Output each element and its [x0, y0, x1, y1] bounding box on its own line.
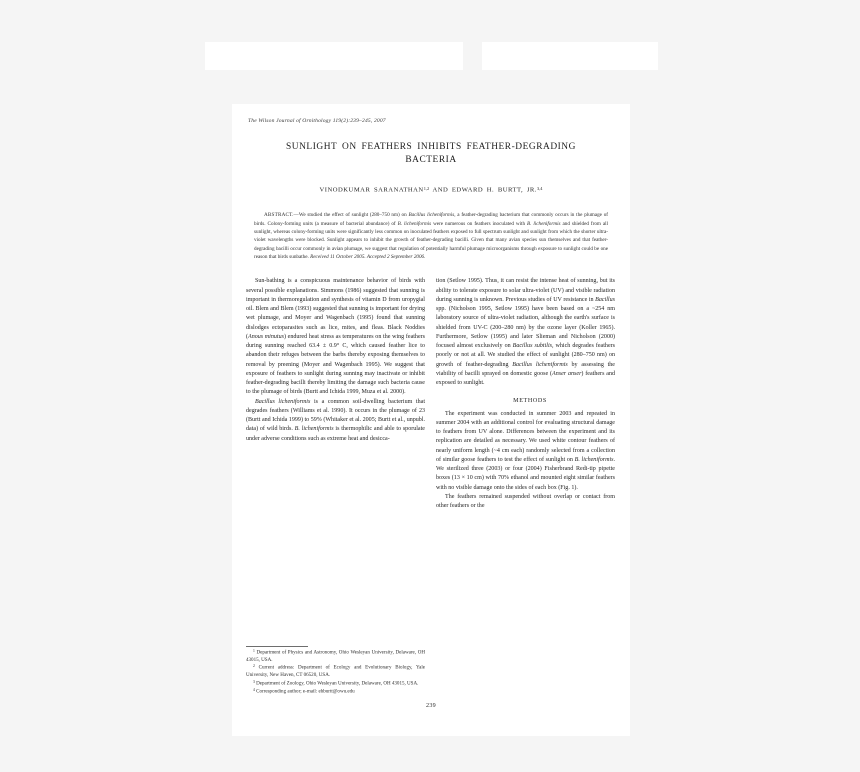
right-p2-text-a: The experiment was conducted in summer 2003 and repeated in summer 2004 with an additional control for evaluating structural damage to feathers from UV alone. Differences between the experiment and its replication are detailed as necessary. We used white contour feathers of nearly uniform length (~4 cm each) randomly selected from a collection of similar goose feathers to test the effect of sunlight on: [436, 410, 615, 463]
abstract-text-4: and shielded from all sunlight, whereas colony-forming units were significantly less common on inoculated feathers exposed to full spectrum sunlight and sunlight from which the shorter ultra-violet wavelengths were blocked. Sunlight appears to inhibit the growth of feather-degrading bacilli. Given that many avian species sun themselves and that feather-degrading bacilli occur commonly in avian plumage, we suggest that regulation of potentially harmful plumage microorganisms through exposure to sunlight could be one reason that birds sunbathe.: [254, 220, 609, 261]
page-title: SUNLIGHT ON FEATHERS INHIBITS FEATHER-DEGRADING BACTERIA: [286, 141, 576, 166]
section-heading-methods: METHODS: [513, 398, 547, 405]
right-p2-species-1: B. licheniformis: [574, 456, 614, 463]
author-first-affiliation-marker: 1,2: [423, 185, 430, 191]
right-p1-species-2: Bacillus subtilis: [512, 343, 552, 350]
right-p1-species-3: Bacillus licheniformis: [512, 361, 568, 368]
right-p2-text-b: . We sterilized three (2003) or four (2004) Fisherbrand Redi-tip pipette boxes (13 × 10 cm) with 70% ethanol and mounted eight similar feathers with no visible damage onto the sides of each box (Fig. 1).: [436, 456, 615, 491]
right-p1-genus-1: Bacillus: [595, 296, 615, 303]
left-paragraph-2: [246, 398, 425, 444]
abstract-species-3: B. licheniformis: [527, 220, 561, 227]
abstract-text-2: , a feather-degrading bacterium that commonly occurs in the plumage of birds. Colony-forming units (a measure of bacterial abundance) of: [254, 212, 609, 227]
left-p2-species-2: B. licheniformis: [294, 426, 334, 433]
column-left: [246, 277, 425, 695]
footnote-separator-rule: [246, 646, 308, 647]
page-number: 239: [425, 703, 437, 710]
right-paragraph-1: [436, 277, 615, 388]
footnote-item-2: [246, 664, 425, 679]
footnotes: [246, 646, 425, 696]
abstract-species-1: Bacillus licheniformis: [408, 212, 455, 219]
left-p1-text-a: Sun-bathing is a conspicuous maintenance behavior of birds with several possible explanations. Simmons (1986) suggested that sunning is important in thermoregulation and synthesis of vitamin D from uropygial oil. Blem and Blem (1993) suggested that sunning is important for drying wet plumage, and Moyer and Wagenbach (1995) found that sunning dislodges ectoparasites such as lice, mites, and fleas. Black Noddies (: [246, 278, 425, 340]
body-columns: [246, 277, 616, 695]
top-banner-row: [0, 42, 860, 70]
running-head: The Wilson Journal of Ornithology 119(2):239–245, 2007: [248, 118, 386, 124]
footnote-1-marker: 1: [253, 649, 255, 654]
left-p2-text-a: is a common soil-dwelling bacterium that degrades feathers (Williams et al. 1990). It occurs in the plumage of 23 (Burtt and Ichida 1999) to 59% (Whitaker et al. 2005; Burtt et al., unpubl. data) of wild birds.: [246, 398, 425, 433]
footnote-4-text: Corresponding author; e-mail: ehburtt@owu.edu: [254, 687, 355, 694]
abstract-text-1: We studied the effect of sunlight (280–750 nm) on: [298, 212, 409, 219]
author-first: VINODKUMAR SARANATHAN: [319, 186, 424, 194]
left-p2-text-b: is thermophilic and able to sporulate under adverse conditions such as extreme heat and desicca-: [246, 426, 425, 442]
abstract-text-3: were numerous on feathers inoculated with: [431, 220, 527, 227]
banner-placeholder-right: [482, 42, 658, 70]
left-p2-species-1: Bacillus licheniformis: [255, 398, 311, 405]
left-p1-text-b: ) endured heat stress as temperatures on the wing feathers during sunning reached 63.4 ± 0.9° C, which caused feather lice to abandon their refuges between the barbs thereby exposing themselves to removal by preening (Moyer and Wagenbach 1995). We suggest that exposure of feathers to sunlight during sunning may inactivate or inhibit feather-degrading bacilli thereby limiting the damage such bacteria cause to the plumage of birds (Burtt and Ichida 1999, Muza et al. 2000).: [246, 333, 426, 396]
footnote-2-text: Current address: Department of Ecology and Evolutionary Biology, Yale University, New Haven, CT 06520, USA.: [246, 664, 425, 679]
right-p1-text-e: ) feathers and exposed to sunlight.: [436, 370, 615, 387]
abstract-lead: ABSTRACT.—: [264, 212, 299, 219]
footnote-item-1: [246, 649, 425, 664]
document-page: [232, 104, 630, 736]
right-paragraph-2: [436, 410, 615, 493]
banner-placeholder-left: [205, 42, 463, 70]
footnote-3-text: Department of Zoology, Ohio Wesleyan University, Delaware, OH 43015, USA.: [254, 680, 419, 687]
footnote-1-text: Department of Physics and Astronomy, Ohio Wesleyan University, Delaware, OH 43015, USA.: [246, 649, 425, 663]
right-p1-text-b: spp. (Nicholson 1995, Setlow 1995) have been based on a ~254 nm laboratory source of ultra-violet radiation, although the earth's surface is shielded from UV-C (200–280 nm) by the ozone layer (Koller 1965). Furthermore, Setlow (1995) and later Slieman and Nicholson (2000) focused almost exclusively on: [436, 306, 615, 350]
right-p1-species-4: Anser anser: [552, 370, 582, 377]
abstract-species-2: B. licheniformis: [397, 220, 432, 227]
footnote-4-marker: 4: [253, 687, 255, 692]
author-conjunction: AND EDWARD H. BURTT, JR.: [429, 186, 537, 194]
right-p1-text-c: , which degrades feathers poorly or not at all. We studied the effect of sunlight (280–750 nm) on growth of feather-degrading: [436, 343, 615, 368]
right-paragraph-3: The feathers remained suspended without overlap or contact from other feathers or the: [436, 493, 615, 510]
footnote-item-4: [246, 688, 425, 696]
left-p1-species: Anous minutus: [248, 333, 284, 340]
abstract-received-dates: Received 11 October 2005. Accepted 2 September 2006.: [310, 254, 426, 261]
right-p1-text-d: by assessing the viability of bacilli sprayed on domestic goose (: [436, 361, 615, 377]
abstract: [254, 211, 608, 261]
footnote-3-marker: 3: [253, 679, 255, 684]
author-line: [256, 186, 606, 193]
footnote-item-3: [246, 680, 425, 688]
footnote-2-marker: 2: [253, 664, 255, 669]
left-paragraph-1: [246, 277, 425, 397]
right-p1-text-a: tion (Setlow 1995). Thus, it can resist the intense heat of sunning, but its ability to tolerate exposure to solar ultra-violet (UV) and visible radiation during sunning is unknown. Previous studies of UV resistance in: [436, 278, 615, 303]
author-second-affiliation-marker: 3,4: [536, 185, 543, 191]
column-right: [436, 277, 615, 695]
